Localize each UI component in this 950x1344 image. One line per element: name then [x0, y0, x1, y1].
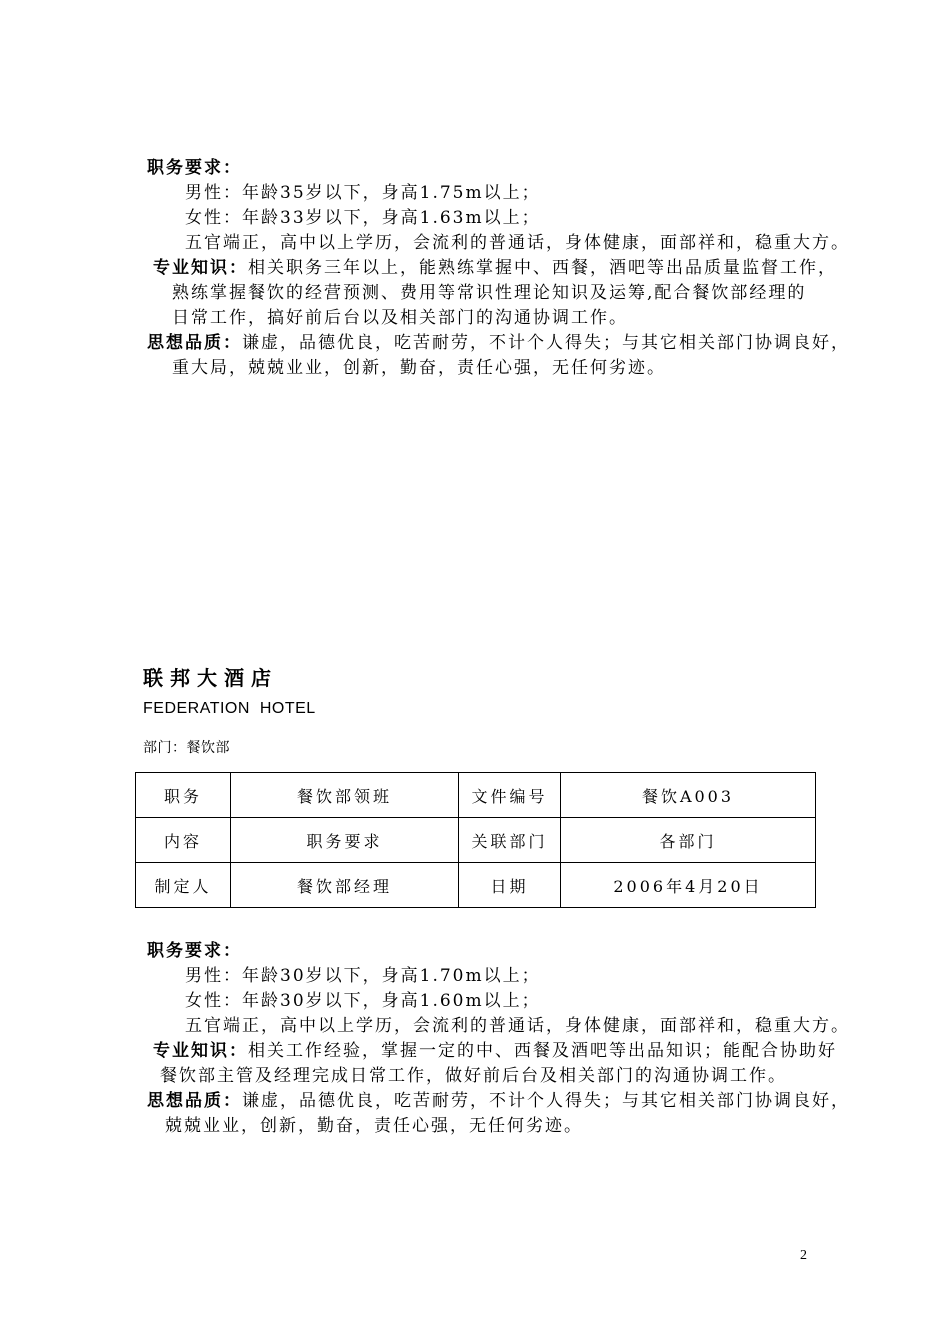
table-row	[136, 818, 816, 863]
page-number: 2	[800, 1248, 807, 1263]
section1-appearance: 五官端正，高中以上学历，会流利的普通话，身体健康，面部祥和，稳重大方。	[185, 233, 850, 253]
section1-knowledge-text1: 相关职务三年以上，能熟练掌握中、西餐，酒吧等出品质量监督工作，	[248, 258, 837, 278]
section2-knowledge-line	[153, 1036, 837, 1061]
table-cell: 职务要求	[231, 818, 459, 863]
section2-knowledge-text1: 相关工作经验，掌握一定的中、西餐及酒吧等出品知识；能配合协助好	[248, 1041, 837, 1061]
section1-knowledge-line	[153, 253, 837, 278]
section1-quality-text2: 重大局，兢兢业业，创新，勤奋，责任心强，无任何劣迹。	[172, 358, 666, 378]
table-cell: 文件编号	[459, 773, 561, 818]
section2-quality-text1: 谦虚，品德优良，吃苦耐劳，不计个人得失；与其它相关部门协调良好，	[242, 1091, 850, 1111]
section1-heading: 职务要求：	[147, 158, 242, 178]
table-cell: 餐饮部领班	[231, 773, 459, 818]
table-cell: 制定人	[136, 863, 231, 908]
table-cell: 日期	[459, 863, 561, 908]
table-row	[136, 863, 816, 908]
section2-male-requirement: 男性：年龄30岁以下，身高1.70m以上；	[185, 966, 541, 986]
table-cell: 2006年4月20日	[561, 863, 816, 908]
document-info-table	[135, 772, 816, 908]
section1-quality-line	[147, 328, 850, 353]
table-cell: 关联部门	[459, 818, 561, 863]
table-cell: 餐饮A003	[561, 773, 816, 818]
section2-knowledge-text2: 餐饮部主管及经理完成日常工作，做好前后台及相关部门的沟通协调工作。	[160, 1066, 787, 1086]
table-row	[136, 773, 816, 818]
table-cell: 餐饮部经理	[231, 863, 459, 908]
section2-female-requirement: 女性：年龄30岁以下，身高1.60m以上；	[185, 991, 541, 1011]
section2-quality-label: 思想品质：	[147, 1091, 242, 1111]
section1-knowledge-text2: 熟练掌握餐饮的经营预测、费用等常识性理论知识及运筹,配合餐饮部经理的	[172, 283, 807, 303]
section2-knowledge-label: 专业知识：	[153, 1041, 248, 1061]
section2-quality-line	[147, 1086, 850, 1111]
table-cell: 各部门	[561, 818, 816, 863]
table-cell: 职务	[136, 773, 231, 818]
hotel-name-en: FEDERATION HOTEL	[143, 700, 316, 717]
table-cell: 内容	[136, 818, 231, 863]
section1-knowledge-label: 专业知识：	[153, 258, 248, 278]
department-label: 部门：餐饮部	[143, 740, 230, 756]
section2-appearance: 五官端正，高中以上学历，会流利的普通话，身体健康，面部祥和，稳重大方。	[185, 1016, 850, 1036]
section1-quality-text1: 谦虚，品德优良，吃苦耐劳，不计个人得失；与其它相关部门协调良好，	[242, 333, 850, 353]
section1-male-requirement: 男性：年龄35岁以下，身高1.75m以上；	[185, 183, 541, 203]
section1-quality-label: 思想品质：	[147, 333, 242, 353]
section2-quality-text2: 兢兢业业，创新，勤奋，责任心强，无任何劣迹。	[165, 1116, 583, 1136]
section1-knowledge-text3: 日常工作，搞好前后台以及相关部门的沟通协调工作。	[172, 308, 628, 328]
section2-heading: 职务要求：	[147, 941, 242, 961]
section1-female-requirement: 女性：年龄33岁以下，身高1.63m以上；	[185, 208, 541, 228]
hotel-name-cn: 联邦大酒店	[143, 666, 278, 690]
